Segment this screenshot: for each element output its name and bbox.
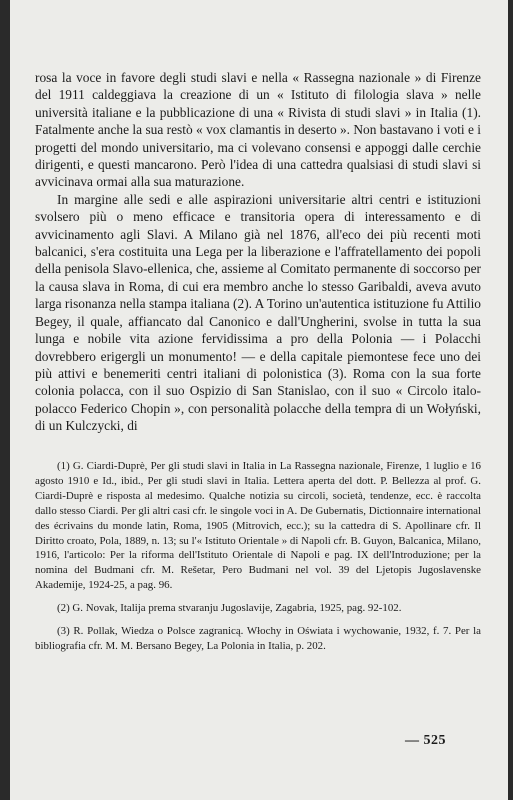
footnote: (1) G. Ciardi-Duprè, Per gli studi slavi in Italia in La Rassegna nazionale, Firenze, 1 luglio e 16 agosto 1910 e Id., ibid., Per gli studi slavi in Italia. Lettera aperta del dott. P. Bellezza al prof. G. Ciardi-Duprè e risposta al medesimo. Qualche notizia su circoli, società, tendenze, ecc. è raccolta dallo stesso Ciardi. Per gli altri casi cfr. le singole voci in A. De Gubernatis, Dictionnaire international des écrivains du monde latin, Roma, 1905 (Mitrovich, ecc.); su la cattedra di S. Apollinare cfr. Il Diritto croato, Pola, 1889, n. 13; su l'« Istituto Orientale » di Napoli cfr. B. Guyon, Balcanica, Milano, 1916, l'articolo: Per la riforma dell'Istituto Orientale di Napoli e pag. IX dell'Introduzione; per la nomina del Budmani cfr. M. Rešetar, Pero Budmani nel vol. 39 del Ljetopis Jugoslavenske Akademije, 1924-25, a pag. 96. bbox=[35, 460, 481, 592]
page-number: — 525 bbox=[405, 733, 446, 748]
body-text bbox=[35, 69, 481, 435]
paragraph: In margine alle sedi e alle aspirazioni universitarie altri centri e istituzioni svolsero più o meno efficace e transitoria opera di interessamento e di avvicinamento agli Slavi. A Milano già nel 1876, all'eco dei più recenti moti balcanici, s'era costituita una Lega per la liberazione e l'affratellamento dei popoli della penisola Slavo-ellenica, che, assieme al Comitato permanente di soccorso per la causa slava in Roma, di cui era membro anche lo stesso Garibaldi, aveva avuto larga risonanza nella stampa italiana (2). A Torino un'autentica istituzione fu Attilio Begey, il quale, affiancato dal Canonico e dall'Ungherini, svolse in tutta la sua lunga e nobile vita azione fervidissima a pro della Polonia — i Polacchi dovrebbero erigergli un monumento! — e della capitale piemontese fece uno dei più attivi e benemeriti centri italiani di polonistica (3). Roma con la sua forte colonia polacca, con il suo Ospizio di San Stanislao, con il suo « Circolo italo-polacco Federico Chopin », con personalità polacche della tempra di un Wołyński, di un Kulczycki, di bbox=[35, 191, 481, 434]
footnote: (2) G. Novak, Italija prema stvaranju Jugoslavije, Zagabria, 1925, pag. 92-102. bbox=[57, 602, 402, 615]
paragraph: rosa la voce in favore degli studi slavi e nella « Rassegna nazionale » di Firenze del 1911 caldeggiava la creazione di un « Istituto di filologia slava » nelle università italiane e la pubblicazione di una « Rivista di studi slavi » in Italia (1). Fatalmente anche la sua restò « vox clamantis in deserto ». Non bastavano i voti e i progetti del mondo universitario, ma ci volevano consensi e appoggi dalle cerchie dirigenti, e questi mancarono. Però l'idea di una cattedra qualsiasi di studi slavi si avvicinava ormai alla sua maturazione. bbox=[35, 70, 481, 190]
footnotes bbox=[35, 459, 481, 662]
footnote: (3) R. Pollak, Wiedza o Polsce zagranicą. Włochy in Oświata i wychowanie, 1932, f. 7. Per la bibliografia cfr. M. M. Bersano Begey, La Polonia in Italia, p. 202. bbox=[35, 625, 481, 652]
book-page bbox=[10, 0, 508, 800]
